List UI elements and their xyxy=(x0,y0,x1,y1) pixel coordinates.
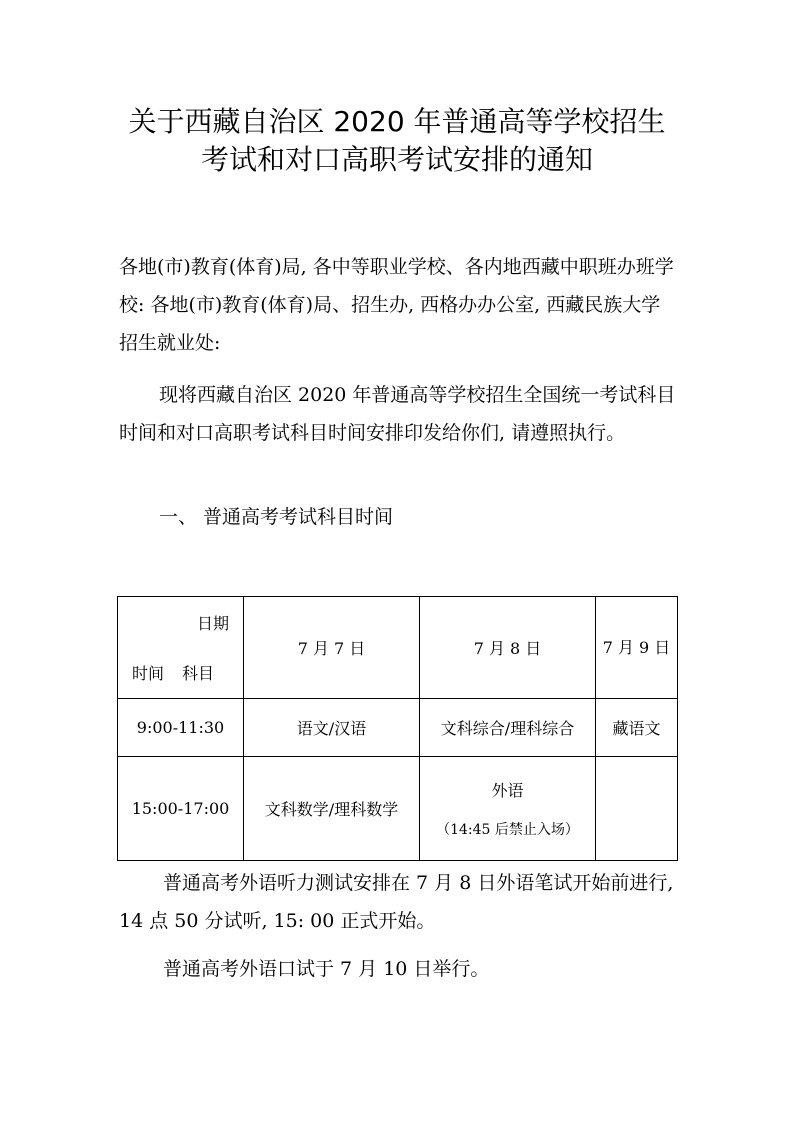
subject-cell: 文科数学/理科数学 xyxy=(244,757,420,861)
salutation-paragraph: 各地(市)教育(体育)局, 各中等职业学校、各内地西藏中职班办班学校: 各地(市)教育(体育)局、招生办, 西格办办公室, 西藏民族大学招生就业处: xyxy=(119,256,674,354)
day-header-2: 7 月 8 日 xyxy=(420,597,596,699)
day-header-1: 7 月 7 日 xyxy=(244,597,420,699)
intro-paragraph: 现将西藏自治区 2020 年普通高等学校招生全国统一考试科目时间和对口高职考试科目时间安排印发给你们, 请遵照执行。 xyxy=(119,384,676,444)
exam-schedule-table xyxy=(117,596,678,861)
time-cell-morning: 9:00-11:30 xyxy=(118,699,244,757)
document-title-line2: 考试和对口高职考试安排的通知 xyxy=(200,143,593,176)
subject-cell: 藏语文 xyxy=(596,699,678,757)
document-title-line1: 关于西藏自治区 2020 年普通高等学校招生 xyxy=(128,105,666,138)
time-cell-afternoon: 15:00-17:00 xyxy=(118,757,244,861)
table-row xyxy=(118,757,678,861)
corner-cell xyxy=(118,597,244,699)
subject-cell: 语文/汉语 xyxy=(244,699,420,757)
table-header-row xyxy=(118,597,678,699)
corner-time-label: 时间 xyxy=(132,664,165,683)
oral-test-note: 普通高考外语口试于 7 月 10 日举行。 xyxy=(163,958,490,980)
subject-cell-empty xyxy=(596,757,678,861)
entry-deadline-note: （14:45 后禁止入场） xyxy=(436,822,579,838)
table-row xyxy=(118,699,678,757)
section-heading: 一、 普通高考考试科目时间 xyxy=(159,506,394,528)
foreign-language-label: 外语 xyxy=(491,781,524,800)
day-header-3: 7 月 9 日 xyxy=(596,597,678,699)
corner-subject-label: 科目 xyxy=(182,664,215,683)
subject-cell: 文科综合/理科综合 xyxy=(420,699,596,757)
subject-cell-foreign xyxy=(420,757,596,861)
corner-date-label: 日期 xyxy=(196,614,229,633)
listening-test-note: 普通高考外语听力测试安排在 7 月 8 日外语笔试开始前进行, 14 点 50 分试听, 15: 00 正式开始。 xyxy=(119,872,674,932)
